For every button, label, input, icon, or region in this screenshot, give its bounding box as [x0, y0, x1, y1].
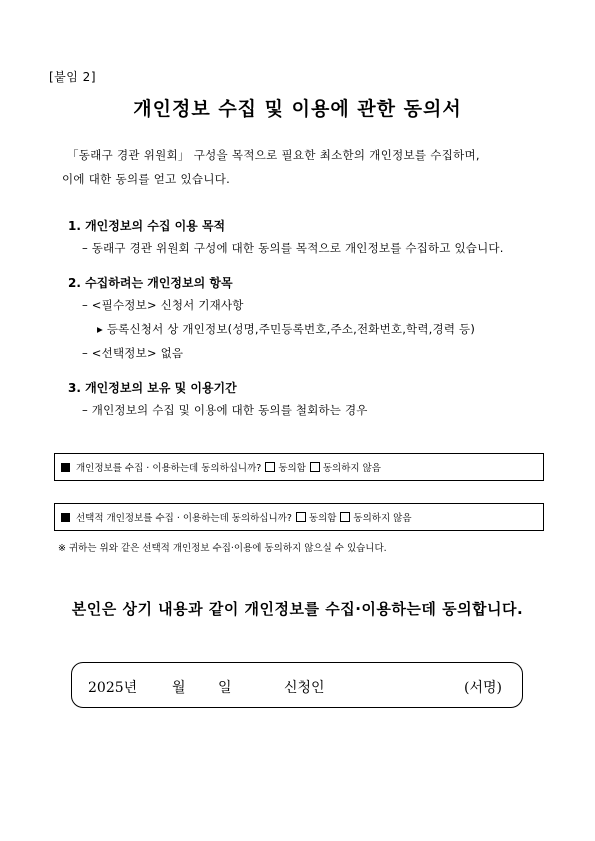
signature-applicant-label: 신청인: [284, 680, 325, 696]
consent-optional-question: 선택적 개인정보를 수집 · 이용하는데 동의하십니까?: [76, 513, 292, 524]
optional-disagree-label: 동의하지 않음: [353, 513, 412, 524]
section-3-heading: 3. 개인정보의 보유 및 이용기간: [68, 381, 237, 395]
signature-box: [71, 662, 523, 708]
agree-label: 동의함: [278, 463, 306, 474]
intro-line-1: 「동래구 경관 위원회」 구성을 목적으로 필요한 최소한의 개인정보를 수집하며,: [67, 148, 480, 162]
optional-consent-note: ※ 귀하는 위와 같은 선택적 개인정보 수집·이용에 동의하지 않으실 수 있습니다.: [58, 543, 387, 554]
optional-disagree-checkbox[interactable]: [340, 512, 350, 522]
section-2-item-detail: ▸ 등록신청서 상 개인정보(성명,주민등록번호,주소,전화번호,학력,경력 등): [97, 322, 476, 336]
filled-square-icon: [61, 463, 70, 472]
section-1-heading: 1. 개인정보의 수집 이용 목적: [68, 219, 226, 233]
optional-agree-label: 동의함: [308, 513, 337, 524]
section-2-heading: 2. 수집하려는 개인정보의 항목: [68, 276, 233, 290]
section-2-item-optional: – <선택정보> 없음: [82, 346, 184, 360]
optional-agree-checkbox[interactable]: [296, 512, 306, 522]
consent-optional-box: [54, 503, 544, 531]
signature-month: 월: [172, 680, 186, 696]
section-1-item: – 동래구 경관 위원회 구성에 대한 동의를 목적으로 개인정보를 수집하고 있습니다.: [82, 241, 504, 255]
attachment-label: [붙임 2]: [49, 70, 96, 84]
final-statement: 본인은 상기 내용과 같이 개인정보를 수집·이용하는데 동의합니다.: [71, 600, 524, 618]
signature-year: 2025년: [88, 680, 138, 696]
consent-required-question: 개인정보를 수집 · 이용하는데 동의하십니까?: [76, 463, 262, 474]
consent-required-box: [54, 453, 544, 481]
signature-sign-field[interactable]: (서명): [464, 680, 502, 696]
page-title: 개인정보 수집 및 이용에 관한 동의서: [133, 98, 462, 120]
disagree-label: 동의하지 않음: [322, 463, 381, 474]
disagree-checkbox[interactable]: [310, 462, 320, 472]
signature-day: 일: [218, 680, 232, 696]
filled-square-icon: [61, 513, 70, 522]
section-2-item-required: – <필수정보> 신청서 기재사항: [82, 298, 244, 312]
section-3-item: – 개인정보의 수집 및 이용에 대한 동의를 철회하는 경우: [82, 403, 368, 417]
intro-line-2: 이에 대한 동의를 얻고 있습니다.: [62, 172, 231, 186]
agree-checkbox[interactable]: [265, 462, 275, 472]
